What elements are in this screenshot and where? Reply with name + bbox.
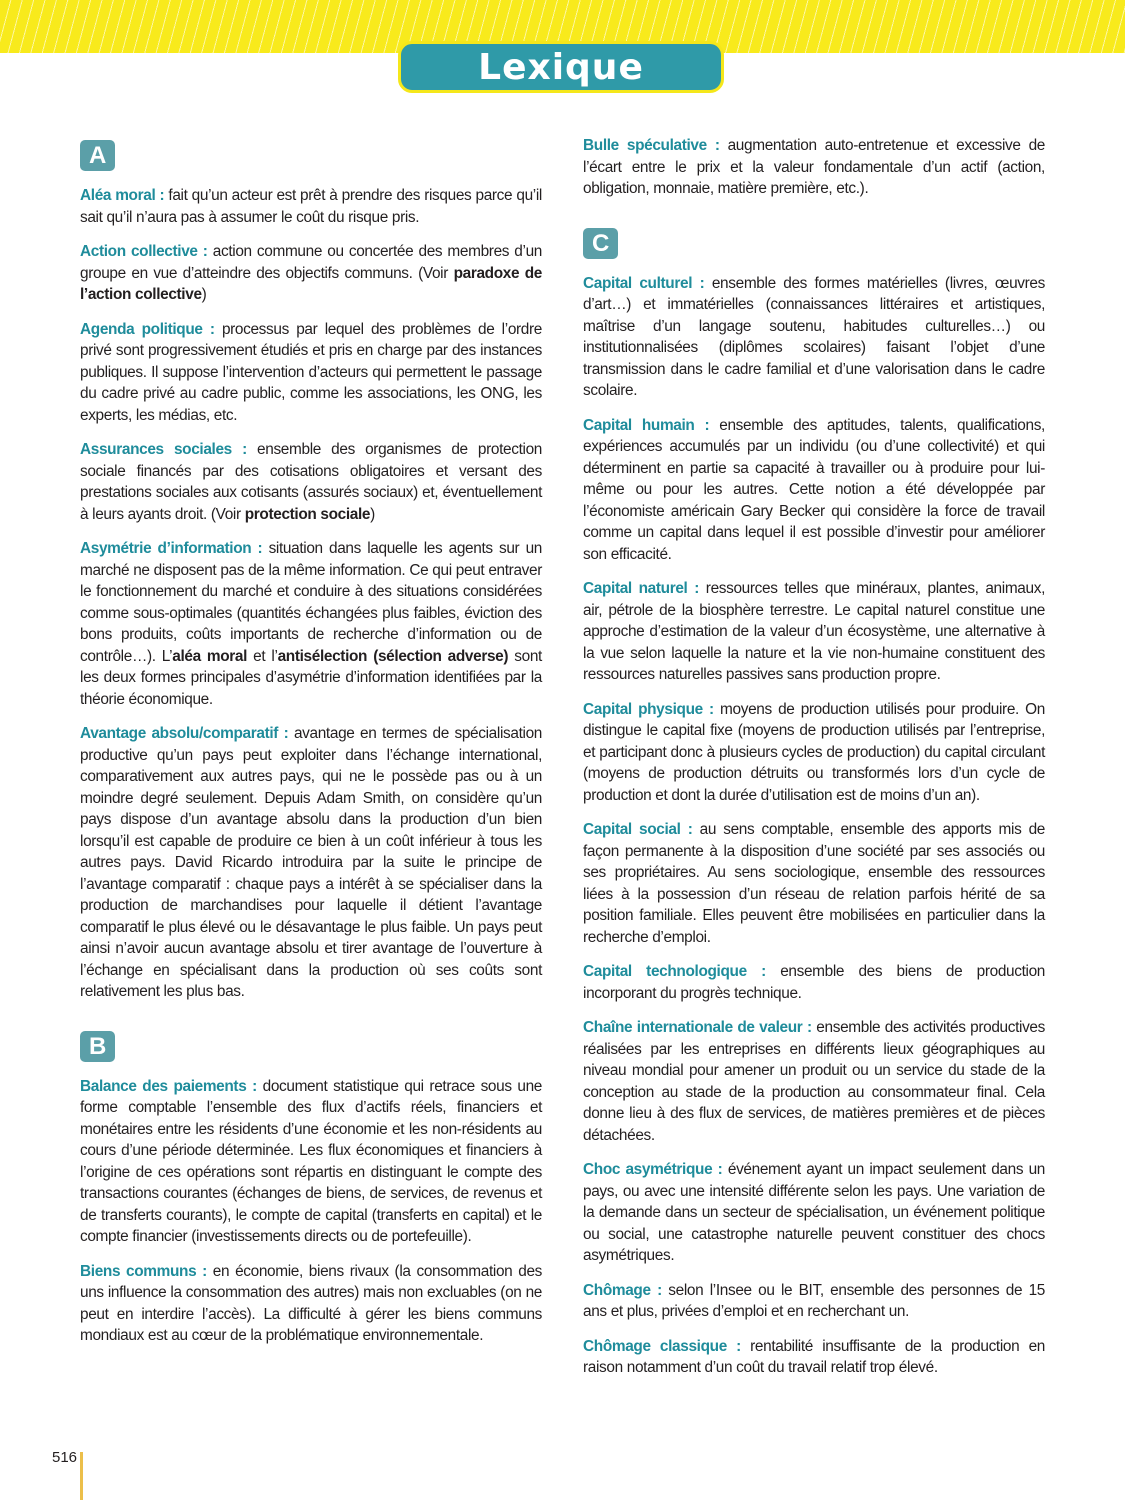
- glossary-term: Biens communs :: [80, 1262, 207, 1280]
- definition-text: document statistique qui retrace sous une forme comptable l’ensemble des flux d’actifs réels, financiers et monétaires entre les résidents d’une économie et les non-résidents au cours d’une période déterminée. Les flux économiques et financiers à l’origine de ces opérations sont répartis en distinguant le compte des transactions courantes (échanges de biens, de services, de revenus et de transferts courants), le compte de capital (transferts en capital) et le compte financier (investissements directs ou de portefeuille).: [80, 1077, 542, 1245]
- glossary-term: Bulle spéculative :: [583, 137, 720, 154]
- glossary-term: Aléa moral :: [80, 187, 165, 204]
- glossary-entry: [583, 578, 1045, 686]
- glossary-entry: [583, 819, 1045, 948]
- definition-text: ressources telles que minéraux, plantes, animaux, air, pétrole de la biosphère terrestre. Le capital naturel constitue une approche d’estimation de la valeur d’un écosystème, une alternative à la vue selon laquelle la nature et la vie non-humaine constituent des ressources naturelles passives sans production propre.: [583, 580, 1045, 683]
- glossary-term: Asymétrie d’information :: [80, 540, 263, 557]
- glossary-entry: [80, 538, 542, 710]
- definition-text: sont les deux formes principales d’asymétrie d’information identifiées par la théorie économique.: [80, 647, 542, 708]
- glossary-term: Capital naturel :: [583, 580, 700, 597]
- definition-text: ensemble des formes matérielles (livres, œuvres d’art…) et immatérielles (connaissances littéraires et artistiques, maîtrise d’un langage soutenu, habitudes culturelles…) ou institutionnalisées (diplômes scolaires) faisant l’objet d’une transmission dans le cadre familial et d’une valorisation dans le cadre scolaire.: [583, 274, 1045, 399]
- section-letter-badge: A: [80, 140, 115, 171]
- glossary-entry: [583, 1017, 1045, 1146]
- definition-text: ensemble des organismes de protection sociale financés par des cotisations obligatoires et versant des prestations sociales aux cotisants (assurés sociaux) et, éventuellement à leurs ayants droit. (Voir: [80, 441, 543, 523]
- glossary-term: Chaîne internationale de valeur :: [583, 1019, 812, 1036]
- definition-text: ensemble des aptitudes, talents, qualifications, expériences accumulés par un individu (ou d’une collectivité) et qui déterminent en partie sa capacité à travailler ou à produire pour lui-même ou pour les autres. Cette notion a été développée par l’économiste américain Gary Becker qui considère la force de travail comme un capital dans lequel il est possible d’investir pour améliorer son efficacité.: [583, 416, 1045, 563]
- glossary-term: Assurances sociales :: [80, 441, 247, 458]
- definition-text: ): [201, 286, 207, 303]
- cross-reference-term: protection sociale: [244, 505, 371, 523]
- glossary-term: Choc asymétrique :: [583, 1161, 723, 1178]
- glossary-entry: [80, 723, 542, 1003]
- definition-text: situation dans laquelle les agents sur un marché ne disposent pas de la même information. Ce qui peut entraver le fonctionnement du marché et conduire à des situations considérées comme sous-optimales (quantités échangées plus faibles, éviction des bons produits, coûts importants de recherche d’information ou de contrôle…). L’: [80, 540, 542, 665]
- definition-text: rentabilité insuffisante de la production en raison notamment d’un coût du travail relatif trop élevé.: [583, 1337, 1045, 1376]
- glossary-term: Agenda politique :: [80, 320, 215, 338]
- glossary-term: Avantage absolu/comparatif :: [80, 725, 289, 742]
- glossary-entry: [80, 439, 542, 525]
- glossary-term: Chômage classique :: [583, 1337, 741, 1355]
- left-column: [80, 140, 542, 1360]
- glossary-entry: [583, 415, 1045, 566]
- glossary-entry: [80, 1261, 542, 1347]
- definition-text: au sens comptable, ensemble des apports mis de façon permanente à la disposition d’une société par ses associés ou ses propriétaires. Au sens sociologique, ensemble des ressources liées à la possession d’un réseau de relation parfois hérité de sa position familiale. Elles peuvent être mobilisées en particulier dans la recherche d’emploi.: [583, 821, 1045, 946]
- glossary-entry: [583, 1280, 1045, 1323]
- glossary-entry: [80, 241, 542, 306]
- glossary-entry: [80, 1076, 542, 1248]
- glossary-entry: [583, 1159, 1045, 1267]
- definition-text: ensemble des biens de production incorporant du progrès technique.: [583, 963, 1045, 1002]
- glossary-term: Balance des paiements :: [80, 1077, 257, 1095]
- definition-text: selon l’Insee ou le BIT, ensemble des personnes de 15 ans et plus, privées d’emploi et en recherchant un.: [583, 1281, 1046, 1320]
- glossary-entry: [583, 273, 1045, 402]
- page-number-bar: [80, 1452, 83, 1500]
- right-column: [583, 135, 1045, 1392]
- glossary-entry: [583, 135, 1045, 200]
- cross-reference-term: antisélection (sélection adverse): [277, 647, 509, 665]
- definition-text: augmentation auto-entretenue et excessive de l’écart entre le prix et la valeur fondamentale d’un actif (action, obligation, monnaie, matière première, etc.).: [583, 137, 1045, 197]
- definition-text: et l’: [247, 647, 278, 665]
- section-letter-badge: C: [583, 228, 618, 259]
- definition-text: fait qu’un acteur est prêt à prendre des risques parce qu’il sait qu’il n’aura pas à assumer le coût du risque pris.: [80, 187, 542, 226]
- section-letter-badge: B: [80, 1031, 115, 1062]
- glossary-term: Capital culturel :: [583, 274, 705, 292]
- glossary-entry: [583, 1336, 1045, 1379]
- page-title: Lexique: [398, 41, 724, 93]
- definition-text: moyens de production utilisés pour produire. On distingue le capital fixe (moyens de production utilisés par l’entreprise, et participant donc à plusieurs cycles de production) du capital circulant (moyens de production détruits ou transformés lors d’un cycle de production et dont la durée d’utilisation est de moins d’un an).: [583, 700, 1046, 804]
- glossary-entry: [583, 961, 1045, 1004]
- definition-text: processus par lequel des problèmes de l’ordre privé sont progressivement étudiés et pris en charge par des instances publiques. Il suppose l’intervention d’acteurs qui permettent le passage du cadre privé au cadre public, comme les associations, les ONG, les experts, les médias, etc.: [80, 320, 543, 424]
- definition-text: événement ayant un impact seulement dans un pays, ou avec une intensité différente selon les pays. Une variation de la demande dans un secteur de spécialisation, un événement politique ou social, une catastrophe naturelle peuvent constituer des chocs asymétriques.: [583, 1161, 1045, 1264]
- definition-text: avantage en termes de spécialisation productive qu’un pays peut exploiter dans l’échange international, comparativement aux autres pays, qui ne le possède pas ou à un moindre degré seulement. Depuis Adam Smith, on considère qu’un pays dispose d’un avantage absolu dans la production d’un bien lorsqu’il est capable de produire ce bien à un coût inférieur à tous les autres pays. David Ricardo introduira par la suite le principe de l’avantage comparatif : chaque pays a intérêt à se spécialiser dans la production de marchandises pour laquelle il détient l’avantage comparatif le plus élevé ou le désavantage le plus faible. Un pays peut ainsi n’avoir aucun avantage absolu et tirer avantage de l’ouverture à l’échange en spécialisant dans la production où ses coûts sont relativement les plus bas.: [80, 725, 542, 1000]
- glossary-term: Capital technologique :: [583, 963, 766, 980]
- glossary-entry: [583, 699, 1045, 807]
- cross-reference-term: aléa moral: [172, 647, 248, 665]
- glossary-term: Action collective :: [80, 243, 208, 260]
- definition-text: ): [370, 505, 375, 523]
- glossary-term: Capital physique :: [583, 700, 714, 718]
- definition-text: ensemble des activités productives réalisées par les entreprises en différents lieux géographiques au niveau mondial pour amener un produit ou un service du stade de la conception au stade de la production au consommateur final. Cela donne lieu à des flux de services, de matières premières et de pièces détachées.: [583, 1019, 1045, 1144]
- page-number: 516: [52, 1449, 78, 1466]
- glossary-entry: [80, 319, 542, 427]
- glossary-entry: [80, 185, 542, 228]
- glossary-term: Capital humain :: [583, 416, 710, 434]
- definition-text: action commune ou concertée des membres d’un groupe en vue d’atteindre des objectifs communs. (Voir: [80, 243, 543, 282]
- cross-reference-term: paradoxe de l’action collective: [80, 264, 543, 303]
- glossary-term: Capital social :: [583, 821, 693, 838]
- definition-text: en économie, biens rivaux (la consommation des uns influence la consommation des autres) mais non excluables (on ne peut en interdire l’accès). La difficulté à gérer les biens communs mondiaux est au cœur de la problématique environnementale.: [80, 1262, 542, 1344]
- glossary-term: Chômage :: [583, 1281, 662, 1299]
